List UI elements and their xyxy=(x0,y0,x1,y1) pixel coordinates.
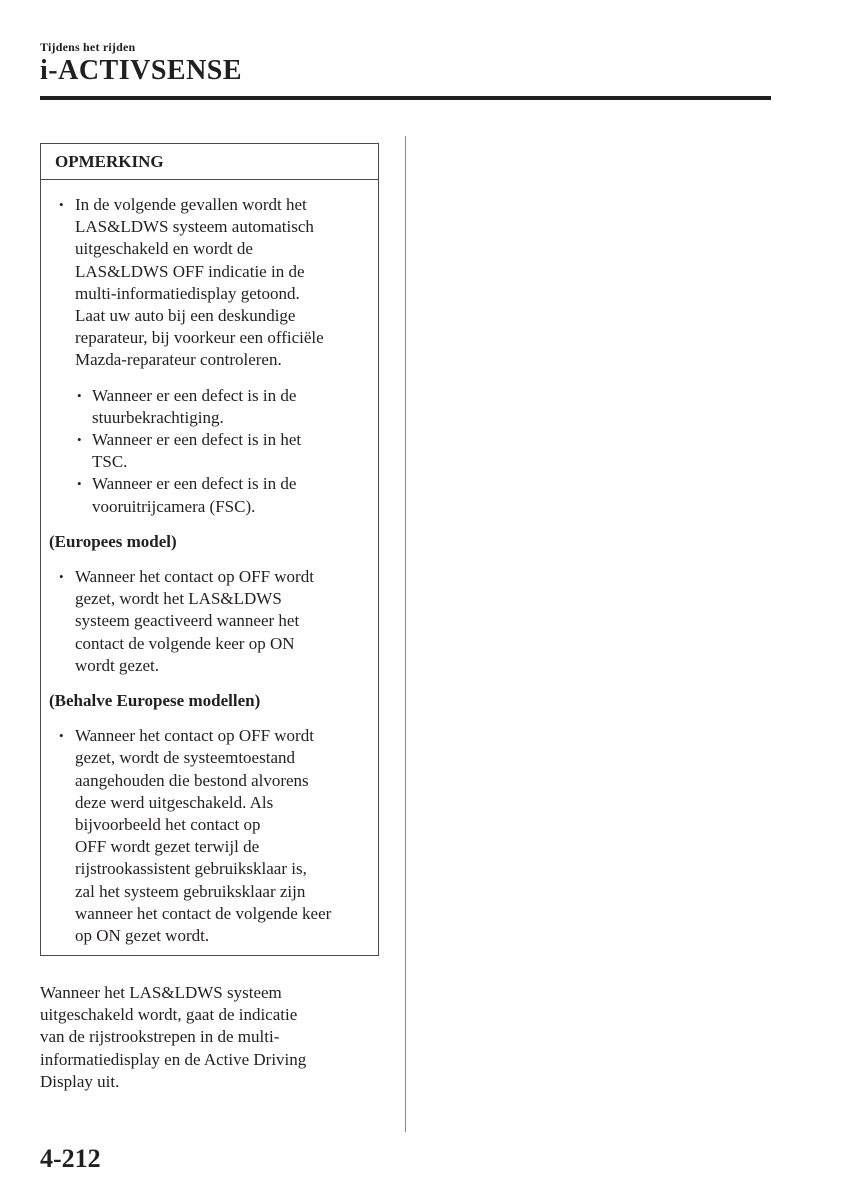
text-line: gezet, wordt de systeemtoestand xyxy=(75,748,295,768)
note-box xyxy=(40,143,379,956)
text-line: LAS&LDWS systeem automatisch xyxy=(75,217,314,237)
text-line: Laat uw auto bij een deskundige xyxy=(75,306,296,326)
text-line: • In de volgende gevallen wordt het xyxy=(75,195,307,214)
text-line: uitgeschakeld wordt, gaat de indicatie xyxy=(40,1005,298,1025)
text-line: OFF wordt gezet terwijl de xyxy=(75,837,260,857)
text-line: contact de volgende keer op ON xyxy=(75,633,295,653)
european-model-heading: (Europees model) xyxy=(49,531,177,551)
text-line: uitgeschakeld en wordt de xyxy=(75,239,253,259)
non-european-model-heading: (Behalve Europese modellen) xyxy=(49,691,261,711)
text-line: deze werd uitgeschakeld. Als xyxy=(75,792,274,812)
page-title: i-ACTIVSENSE xyxy=(40,55,243,86)
heading-rule xyxy=(40,96,771,100)
text-line: • Wanneer het contact op OFF wordt xyxy=(75,567,314,587)
text-line: wordt gezet. xyxy=(75,655,160,675)
sub-bullet-fsc xyxy=(41,473,378,517)
text-line: Mazda-reparateur controleren. xyxy=(75,350,282,370)
text-line: gezet, wordt het LAS&LDWS xyxy=(75,589,282,609)
text-line: van de rijstrookstrepen in de multi- xyxy=(40,1027,280,1047)
text-line: LAS&LDWS OFF indicatie in de xyxy=(75,261,305,281)
text-line: • Wanneer er een defect is in de xyxy=(92,385,297,405)
column-divider xyxy=(405,136,406,1132)
text-line: • Wanneer het contact op OFF wordt xyxy=(75,726,314,746)
text-line: TSC. xyxy=(92,452,128,472)
note-title: OPMERKING xyxy=(41,144,378,180)
text-line: rijstrookassistent gebruiksklaar is, xyxy=(75,859,307,879)
sub-bullet-steering xyxy=(41,385,378,429)
text-line: informatiedisplay en de Active Driving xyxy=(40,1049,307,1069)
text-line: multi-informatiedisplay getoond. xyxy=(75,283,300,303)
text-line: aangehouden die bestond alvorens xyxy=(75,770,309,790)
note-body xyxy=(41,194,378,947)
european-bullet xyxy=(41,566,378,677)
text-line: • Wanneer er een defect is in de xyxy=(92,474,297,494)
text-line: bijvoorbeeld het contact op xyxy=(75,815,261,835)
text-line: Wanneer het LAS&LDWS systeem xyxy=(40,983,282,1002)
text-line: wanneer het contact de volgende keer xyxy=(75,903,332,923)
text-line: • Wanneer er een defect is in het xyxy=(92,430,302,450)
text-line: systeem geactiveerd wanneer het xyxy=(75,611,300,631)
section-label: Tijdens het rijden xyxy=(40,40,136,54)
body-paragraph xyxy=(40,982,385,1093)
non-european-bullet xyxy=(41,725,378,947)
text-line: vooruitrijcamera (FSC). xyxy=(92,496,256,516)
note-bullet-auto-disable xyxy=(41,194,378,372)
text-line: Display uit. xyxy=(40,1071,120,1091)
text-line: reparateur, bij voorkeur een officiële xyxy=(75,328,324,348)
page-number: 4-212 xyxy=(40,1144,101,1173)
sub-bullet-tsc xyxy=(41,429,378,473)
text-line: zal het systeem gebruiksklaar zijn xyxy=(75,881,306,901)
text-line: stuurbekrachtiging. xyxy=(92,407,224,427)
text-line: op ON gezet wordt. xyxy=(75,926,210,946)
